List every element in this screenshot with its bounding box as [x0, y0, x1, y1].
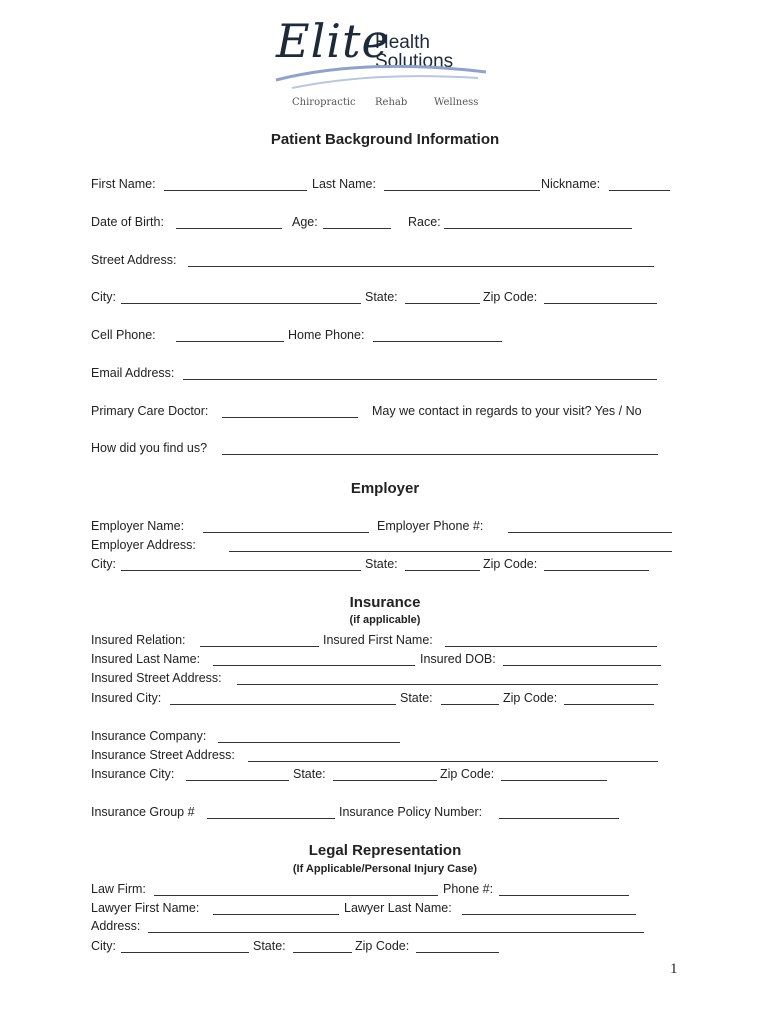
- insured-state-field[interactable]: [441, 704, 499, 705]
- lawyer-address-label: Address:: [91, 919, 141, 933]
- insured-first-field[interactable]: [445, 646, 657, 647]
- state-field[interactable]: [405, 303, 480, 304]
- lawyer-state-field[interactable]: [293, 952, 352, 953]
- employer-address-field[interactable]: [229, 551, 672, 552]
- tagline-rehab: Rehab: [375, 97, 408, 108]
- tagline-chiropractic: Chiropractic: [292, 97, 356, 108]
- employer-state-label: State:: [365, 557, 398, 571]
- employer-city-label: City:: [91, 557, 116, 571]
- last-name-field[interactable]: [384, 190, 540, 191]
- legal-subheading: (If Applicable/Personal Injury Case): [292, 863, 478, 875]
- insurance-group-label: Insurance Group #: [91, 805, 195, 819]
- first-name-label: First Name:: [91, 177, 156, 191]
- logo-solutions-text: Solutions: [375, 51, 454, 72]
- race-field[interactable]: [444, 228, 632, 229]
- insurance-subheading: (if applicable): [349, 614, 421, 626]
- email-label: Email Address:: [91, 366, 175, 380]
- insured-last-field[interactable]: [213, 665, 415, 666]
- insurance-state-label: State:: [293, 767, 326, 781]
- home-phone-label: Home Phone:: [288, 328, 365, 342]
- city-field[interactable]: [121, 303, 361, 304]
- insurance-street-field[interactable]: [248, 761, 658, 762]
- home-phone-field[interactable]: [373, 341, 502, 342]
- insured-city-field[interactable]: [170, 704, 396, 705]
- insurance-company-label: Insurance Company:: [91, 729, 207, 743]
- insurance-company-field[interactable]: [218, 742, 400, 743]
- nickname-field[interactable]: [609, 190, 670, 191]
- logo-swoosh-icon: [272, 60, 492, 92]
- pcp-field[interactable]: [222, 417, 358, 418]
- insured-relation-label: Insured Relation:: [91, 633, 186, 647]
- employer-heading: Employer: [350, 480, 420, 497]
- employer-state-field[interactable]: [405, 570, 480, 571]
- pcp-label: Primary Care Doctor:: [91, 404, 209, 418]
- zip-field[interactable]: [544, 303, 657, 304]
- insurance-state-field[interactable]: [333, 780, 437, 781]
- insured-state-label: State:: [400, 691, 433, 705]
- lawyer-city-field[interactable]: [121, 952, 249, 953]
- zip-label: Zip Code:: [483, 290, 538, 304]
- insurance-city-field[interactable]: [186, 780, 289, 781]
- lawyer-first-field[interactable]: [213, 914, 339, 915]
- insured-zip-label: Zip Code:: [503, 691, 558, 705]
- employer-address-label: Employer Address:: [91, 538, 196, 552]
- insured-city-label: Insured City:: [91, 691, 162, 705]
- insured-zip-field[interactable]: [564, 704, 654, 705]
- employer-zip-field[interactable]: [544, 570, 649, 571]
- lawyer-first-label: Lawyer First Name:: [91, 901, 200, 915]
- city-label: City:: [91, 290, 116, 304]
- race-label: Race:: [408, 215, 441, 229]
- lawyer-last-label: Lawyer Last Name:: [344, 901, 452, 915]
- tagline-wellness: Wellness: [434, 97, 479, 108]
- age-label: Age:: [292, 215, 318, 229]
- age-field[interactable]: [323, 228, 391, 229]
- street-address-field[interactable]: [188, 266, 654, 267]
- employer-city-field[interactable]: [121, 570, 361, 571]
- insurance-group-field[interactable]: [207, 818, 335, 819]
- last-name-label: Last Name:: [312, 177, 376, 191]
- insured-relation-field[interactable]: [200, 646, 319, 647]
- legal-heading: Legal Representation: [308, 842, 462, 859]
- insured-street-field[interactable]: [237, 684, 658, 685]
- dob-field[interactable]: [176, 228, 282, 229]
- find-us-field[interactable]: [222, 454, 658, 455]
- law-firm-label: Law Firm:: [91, 882, 146, 896]
- employer-phone-label: Employer Phone #:: [377, 519, 484, 533]
- state-label: State:: [365, 290, 398, 304]
- first-name-field[interactable]: [164, 190, 307, 191]
- find-us-label: How did you find us?: [91, 441, 208, 455]
- page-number: 1: [670, 961, 678, 977]
- dob-label: Date of Birth:: [91, 215, 164, 229]
- contact-question: May we contact in regards to your visit? Yes / No: [372, 404, 642, 418]
- lawyer-state-label: State:: [253, 939, 286, 953]
- nickname-label: Nickname:: [541, 177, 601, 191]
- insured-first-label: Insured First Name:: [323, 633, 433, 647]
- insurance-zip-label: Zip Code:: [440, 767, 495, 781]
- lawyer-zip-field[interactable]: [416, 952, 499, 953]
- employer-name-field[interactable]: [203, 532, 369, 533]
- insurance-city-label: Insurance City:: [91, 767, 175, 781]
- lawyer-phone-field[interactable]: [499, 895, 629, 896]
- lawyer-phone-label: Phone #:: [443, 882, 494, 896]
- insurance-zip-field[interactable]: [501, 780, 607, 781]
- cell-phone-label: Cell Phone:: [91, 328, 156, 342]
- street-address-label: Street Address:: [91, 253, 177, 267]
- lawyer-last-field[interactable]: [462, 914, 636, 915]
- employer-zip-label: Zip Code:: [483, 557, 538, 571]
- logo-elite-text: Elite: [276, 14, 390, 68]
- insured-last-label: Insured Last Name:: [91, 652, 201, 666]
- law-firm-field[interactable]: [154, 895, 438, 896]
- insurance-street-label: Insurance Street Address:: [91, 748, 235, 762]
- lawyer-address-field[interactable]: [148, 932, 644, 933]
- insurance-policy-field[interactable]: [499, 818, 619, 819]
- insured-street-label: Insured Street Address:: [91, 671, 222, 685]
- insured-dob-label: Insured DOB:: [420, 652, 496, 666]
- page-title: Patient Background Information: [270, 131, 500, 148]
- lawyer-city-label: City:: [91, 939, 116, 953]
- logo-health-text: Health: [375, 32, 430, 53]
- insurance-heading: Insurance: [349, 594, 421, 611]
- insured-dob-field[interactable]: [503, 665, 661, 666]
- employer-phone-field[interactable]: [508, 532, 672, 533]
- employer-name-label: Employer Name:: [91, 519, 185, 533]
- cell-phone-field[interactable]: [176, 341, 284, 342]
- lawyer-zip-label: Zip Code:: [355, 939, 410, 953]
- insurance-policy-label: Insurance Policy Number:: [339, 805, 483, 819]
- email-field[interactable]: [183, 379, 657, 380]
